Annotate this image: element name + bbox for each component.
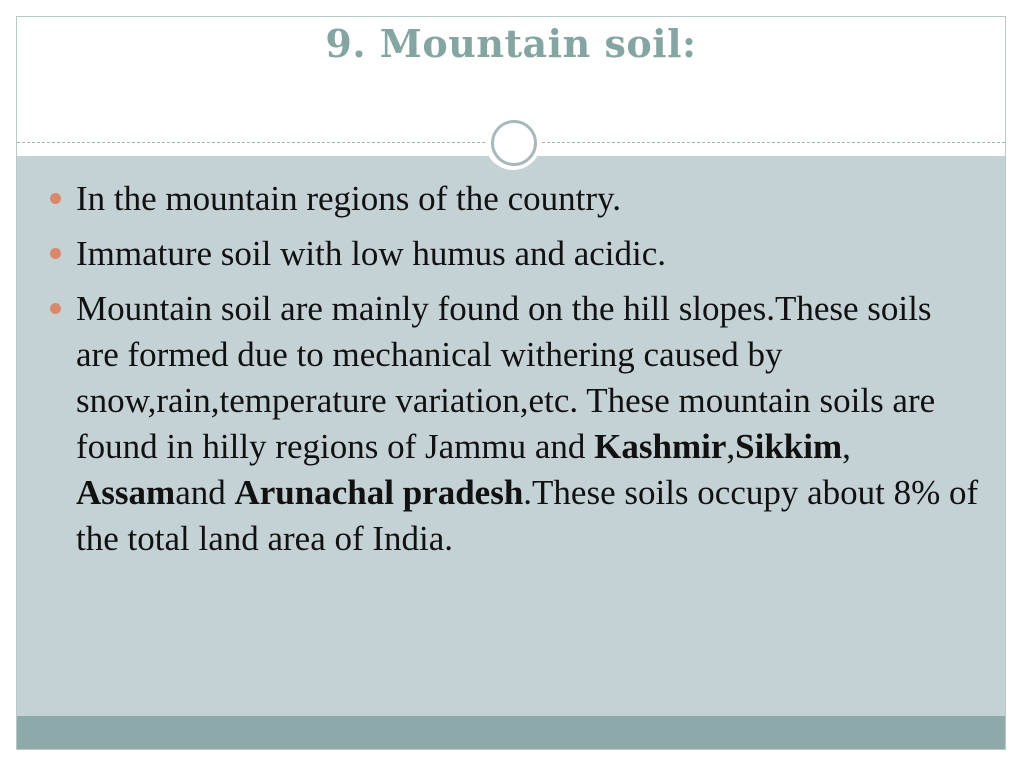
bullet-text: In the mountain regions of the country.	[76, 179, 621, 218]
bullet-text-tail: .These soils occupy about 8% of the total land area of India.	[76, 473, 979, 558]
circle-ornament-icon	[485, 114, 541, 170]
bullet-list	[50, 176, 980, 571]
bullet-text-lead: Mountain soil are mainly found on the hill slopes.These soils are formed due to mechanical withering caused by snow,rain,temperature variation,etc. These mountain soils are found in hilly regions of Jammu and	[76, 289, 936, 466]
bullet-text: Immature soil with low humus and acidic.	[76, 234, 667, 273]
footer-bar	[17, 716, 1005, 749]
bullet-dot-icon	[50, 303, 61, 314]
separator: ,	[726, 427, 736, 466]
separator: ,	[842, 427, 851, 466]
ornament-ring	[491, 120, 537, 166]
place-kashmir: Kashmir	[594, 427, 727, 466]
bullet-dot-icon	[50, 248, 61, 259]
bullet-item	[50, 231, 980, 277]
place-assam: Assam	[76, 473, 176, 512]
bullet-item	[50, 286, 980, 562]
slide-title: 9. Mountain soil:	[325, 21, 697, 66]
bullet-item	[50, 176, 980, 222]
bullet-dot-icon	[50, 193, 61, 204]
conjunction: and	[175, 473, 235, 512]
place-sikkim: Sikkim	[735, 427, 843, 466]
place-arunachal: Arunachal pradesh	[234, 473, 524, 512]
